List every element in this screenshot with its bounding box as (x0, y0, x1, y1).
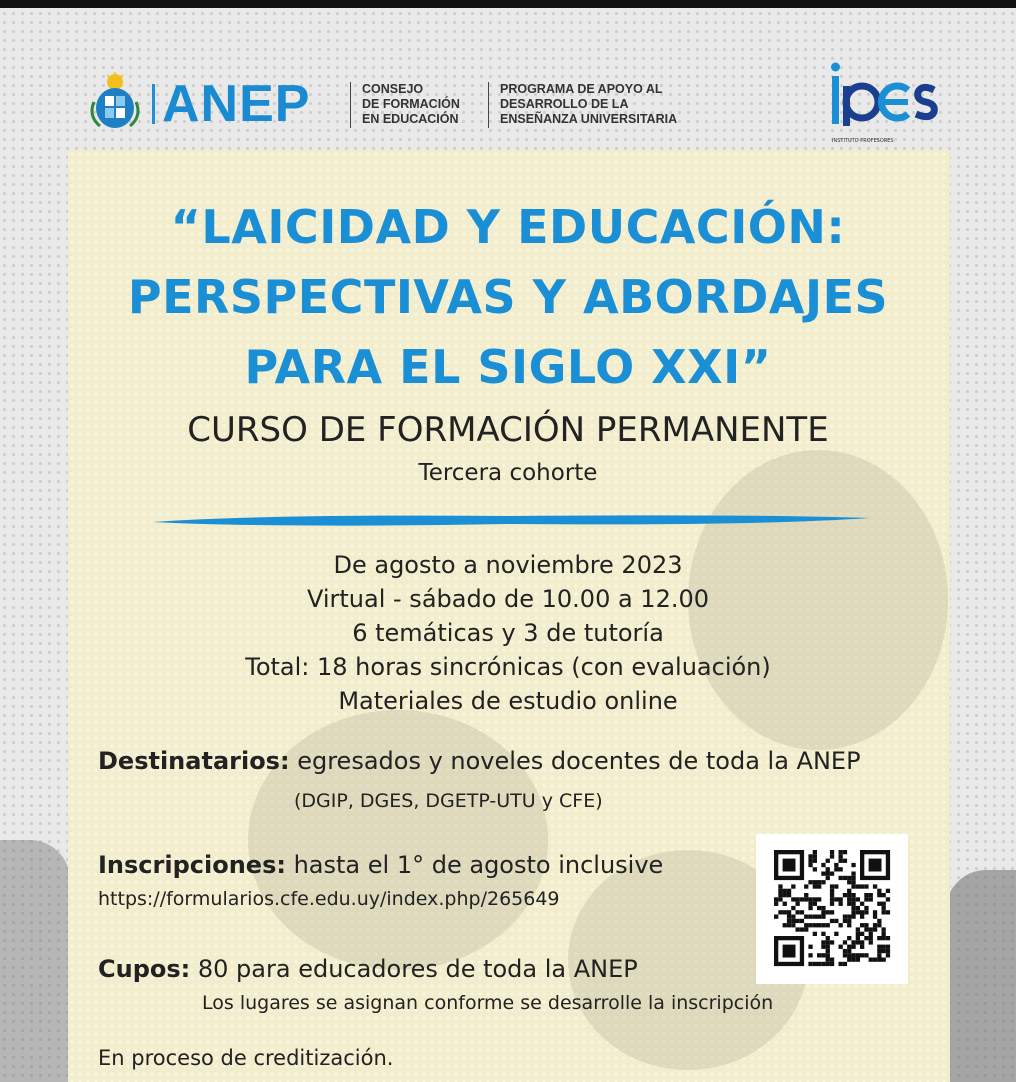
title-line: PERSPECTIVAS Y ABORDAJES (127, 270, 889, 324)
title-line: PARA EL SIGLO XXI” (244, 340, 772, 394)
org-line: EN EDUCACIÓN (362, 112, 459, 126)
background-shadow-left (0, 840, 70, 1082)
qr-code-card[interactable] (756, 834, 908, 984)
org-line: CONSEJO (362, 82, 424, 96)
org-name-cfe (362, 82, 460, 127)
top-bar (0, 0, 1016, 8)
inscripciones-row (98, 848, 663, 882)
anep-logo-text: ANEP (162, 75, 311, 133)
qr-code-icon[interactable] (756, 834, 908, 984)
cupos-row (98, 952, 638, 986)
cupos-text: 80 para educadores de toda la ANEP (190, 955, 638, 983)
cupos-note: Los lugares se asignan conforme se desarrolle la inscripción (202, 992, 774, 1014)
inscripciones-text: hasta el 1° de agosto inclusive (285, 851, 664, 879)
title-line: “LAICIDAD Y EDUCACIÓN: (170, 200, 846, 254)
destinatarios-row (98, 744, 861, 778)
course-details (80, 548, 936, 718)
accreditation-note: En proceso de creditización. (98, 1046, 394, 1070)
header-logos (0, 62, 1016, 150)
org-line: PROGRAMA DE APOYO AL (500, 82, 663, 96)
destinatarios-text: egresados y noveles docentes de toda la ANEP (289, 747, 861, 775)
org-line: DE FORMACIÓN (362, 97, 460, 111)
detail-line: De agosto a noviembre 2023 (333, 551, 683, 579)
brush-stroke-divider (150, 508, 872, 530)
destinatarios-note: (DGIP, DGES, DGETP-UTU y CFE) (294, 790, 603, 812)
detail-line: Total: 18 horas sincrónicas (con evaluación) (245, 653, 771, 681)
org-line: ENSEÑANZA UNIVERSITARIA (500, 112, 678, 126)
course-subtitle: CURSO DE FORMACIÓN PERMANENTE (187, 410, 829, 450)
registration-link[interactable]: https://formularios.cfe.edu.uy/index.php/265649 (98, 888, 560, 910)
inscripciones-label: Inscripciones: (98, 851, 286, 879)
svg-text:INSTITUTO PROFESORES: INSTITUTO PROFESORES (832, 138, 894, 144)
org-line: DESARROLLO DE LA (500, 97, 629, 111)
uruguay-crest-icon (88, 72, 142, 132)
destinatarios-label: Destinatarios: (98, 747, 290, 775)
separator (350, 82, 351, 128)
cupos-label: Cupos: (98, 955, 191, 983)
logo-divider (152, 84, 155, 124)
cohort-label: Tercera cohorte (418, 460, 598, 486)
detail-line: Virtual - sábado de 10.00 a 12.00 (306, 585, 710, 613)
org-name-program (500, 82, 677, 127)
separator (488, 82, 489, 128)
detail-line: Materiales de estudio online (338, 687, 678, 715)
ipes-logo-icon (826, 62, 942, 146)
course-title (80, 192, 936, 402)
detail-line: 6 temáticas y 3 de tutoría (352, 619, 664, 647)
background-shadow-right (946, 870, 1016, 1082)
